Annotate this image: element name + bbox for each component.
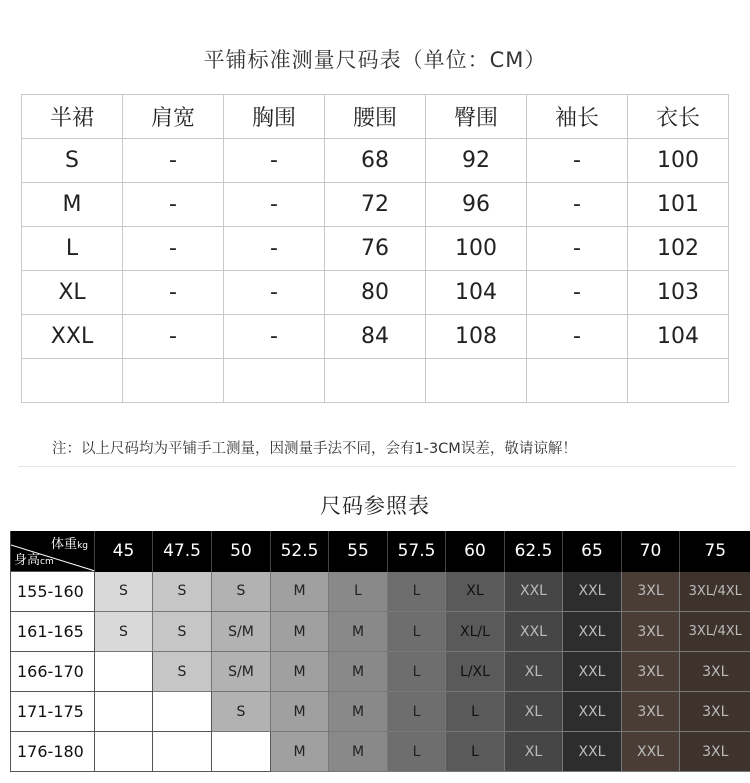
size-recommendation-cell	[95, 692, 153, 732]
size-recommendation-cell: 3XL	[680, 652, 750, 692]
size-cell: -	[224, 139, 325, 183]
reference-row	[11, 652, 750, 692]
size-cell: -	[527, 139, 628, 183]
size-recommendation-cell: M	[329, 692, 388, 732]
size-recommendation-cell: XL	[505, 652, 563, 692]
size-recommendation-cell: 3XL	[680, 692, 750, 732]
size-recommendation-cell: XL	[446, 572, 505, 612]
weight-header-cell: 57.5	[388, 531, 446, 572]
size-recommendation-cell: S	[95, 572, 153, 612]
weight-header-cell: 55	[329, 531, 388, 572]
size-recommendation-cell: 3XL	[680, 732, 750, 772]
size-cell: -	[123, 227, 224, 271]
weight-header-cell: 52.5	[271, 531, 329, 572]
size-recommendation-cell: L	[329, 572, 388, 612]
weight-header-cell: 60	[446, 531, 505, 572]
size-recommendation-cell: S	[212, 572, 271, 612]
size-recommendation-cell: L	[446, 732, 505, 772]
size-cell: -	[224, 315, 325, 359]
size-recommendation-cell: L	[446, 692, 505, 732]
size-recommendation-cell: XL	[505, 692, 563, 732]
size-row	[22, 183, 729, 227]
size-cell: 108	[426, 315, 527, 359]
size-cell	[325, 359, 426, 403]
size-recommendation-cell: M	[329, 652, 388, 692]
size-cell: -	[527, 227, 628, 271]
weight-axis-label: 体重kg	[51, 537, 88, 552]
size-cell: 100	[628, 139, 729, 183]
reference-header-row	[11, 531, 750, 572]
size-recommendation-cell: XXL	[563, 652, 622, 692]
size-cell: 92	[426, 139, 527, 183]
size-cell: -	[527, 183, 628, 227]
size-cell: -	[527, 271, 628, 315]
size-row	[22, 139, 729, 183]
size-cell: M	[22, 183, 123, 227]
size-cell	[628, 359, 729, 403]
size-cell: -	[224, 227, 325, 271]
size-recommendation-cell	[153, 732, 212, 772]
measurement-note: 注：以上尺码均为平铺手工测量，因测量手法不同，会有1-3CM误差，敬请谅解！	[52, 441, 577, 457]
size-cell	[224, 359, 325, 403]
size-cell: -	[123, 271, 224, 315]
size-recommendation-cell	[95, 732, 153, 772]
size-cell	[426, 359, 527, 403]
size-cell: 72	[325, 183, 426, 227]
size-cell	[123, 359, 224, 403]
size-cell: L	[22, 227, 123, 271]
size-recommendation-cell: 3XL	[622, 692, 680, 732]
size-cell: 96	[426, 183, 527, 227]
size-recommendation-cell: XXL	[505, 612, 563, 652]
size-recommendation-cell: XXL	[622, 732, 680, 772]
section-divider	[18, 466, 736, 467]
size-recommendation-cell: L	[388, 732, 446, 772]
size-recommendation-cell: M	[271, 652, 329, 692]
height-axis-label: 身高cm	[14, 553, 54, 568]
size-recommendation-cell: XXL	[505, 572, 563, 612]
size-recommendation-cell: M	[329, 612, 388, 652]
size-header-row	[22, 95, 729, 139]
size-cell: 76	[325, 227, 426, 271]
reference-row	[11, 732, 750, 772]
size-recommendation-cell: S	[153, 612, 212, 652]
size-cell	[22, 359, 123, 403]
size-cell	[527, 359, 628, 403]
height-cell: 166-170	[11, 652, 95, 692]
size-cell: 84	[325, 315, 426, 359]
size-recommendation-cell: M	[271, 572, 329, 612]
size-recommendation-cell: 3XL	[622, 652, 680, 692]
size-recommendation-cell: L	[388, 652, 446, 692]
size-row	[22, 271, 729, 315]
size-recommendation-cell: L	[388, 612, 446, 652]
size-cell: 肩宽	[123, 95, 224, 139]
size-recommendation-cell: 3XL/4XL	[680, 612, 750, 652]
reference-row	[11, 572, 750, 612]
size-cell: -	[527, 315, 628, 359]
size-recommendation-cell: 3XL	[622, 612, 680, 652]
weight-header-cell: 75	[680, 531, 750, 572]
height-cell: 171-175	[11, 692, 95, 732]
size-recommendation-cell: XXL	[563, 612, 622, 652]
size-cell: -	[224, 183, 325, 227]
size-recommendation-cell: S	[153, 652, 212, 692]
reference-row	[11, 612, 750, 652]
size-chart-table	[21, 94, 729, 403]
height-cell: 176-180	[11, 732, 95, 772]
size-cell: 胸围	[224, 95, 325, 139]
weight-header-cell: 45	[95, 531, 153, 572]
size-recommendation-cell: M	[271, 692, 329, 732]
size-recommendation-cell: XL	[505, 732, 563, 772]
reference-chart-title: 尺码参照表	[320, 494, 430, 518]
size-cell: 102	[628, 227, 729, 271]
size-row	[22, 227, 729, 271]
size-cell: 袖长	[527, 95, 628, 139]
size-cell: 103	[628, 271, 729, 315]
size-recommendation-cell: 3XL	[622, 572, 680, 612]
size-recommendation-cell: L	[388, 692, 446, 732]
size-recommendation-cell: M	[271, 732, 329, 772]
corner-cell	[11, 531, 95, 572]
size-recommendation-cell: L/XL	[446, 652, 505, 692]
weight-header-cell: 62.5	[505, 531, 563, 572]
height-cell: 155-160	[11, 572, 95, 612]
size-recommendation-cell: S	[95, 612, 153, 652]
size-row	[22, 315, 729, 359]
size-cell: 半裙	[22, 95, 123, 139]
size-recommendation-cell: XXL	[563, 732, 622, 772]
size-recommendation-cell: XXL	[563, 692, 622, 732]
size-recommendation-cell: M	[329, 732, 388, 772]
size-cell: -	[123, 183, 224, 227]
size-cell: 臀围	[426, 95, 527, 139]
weight-header-cell: 47.5	[153, 531, 212, 572]
size-cell: -	[123, 315, 224, 359]
size-recommendation-cell: S	[212, 692, 271, 732]
size-cell: 腰围	[325, 95, 426, 139]
size-cell: 104	[426, 271, 527, 315]
size-recommendation-cell: S/M	[212, 612, 271, 652]
size-cell: 100	[426, 227, 527, 271]
size-cell: 80	[325, 271, 426, 315]
size-recommendation-cell	[153, 692, 212, 732]
size-cell: S	[22, 139, 123, 183]
size-cell: 101	[628, 183, 729, 227]
size-recommendation-cell: L	[388, 572, 446, 612]
size-recommendation-cell: XXL	[563, 572, 622, 612]
reference-chart-table	[10, 531, 750, 772]
weight-header-cell: 50	[212, 531, 271, 572]
size-cell: XL	[22, 271, 123, 315]
size-recommendation-cell	[95, 652, 153, 692]
size-recommendation-cell: S/M	[212, 652, 271, 692]
reference-row	[11, 692, 750, 732]
size-recommendation-cell	[212, 732, 271, 772]
size-recommendation-cell: 3XL/4XL	[680, 572, 750, 612]
size-recommendation-cell: XL/L	[446, 612, 505, 652]
size-recommendation-cell: S	[153, 572, 212, 612]
size-cell: -	[123, 139, 224, 183]
size-cell: 衣长	[628, 95, 729, 139]
weight-header-cell: 70	[622, 531, 680, 572]
size-recommendation-cell: M	[271, 612, 329, 652]
weight-header-cell: 65	[563, 531, 622, 572]
size-cell: 104	[628, 315, 729, 359]
size-cell: -	[224, 271, 325, 315]
size-cell: 68	[325, 139, 426, 183]
size-row	[22, 359, 729, 403]
height-cell: 161-165	[11, 612, 95, 652]
size-chart-title: 平铺标准测量尺码表（单位：CM）	[203, 48, 547, 72]
size-cell: XXL	[22, 315, 123, 359]
